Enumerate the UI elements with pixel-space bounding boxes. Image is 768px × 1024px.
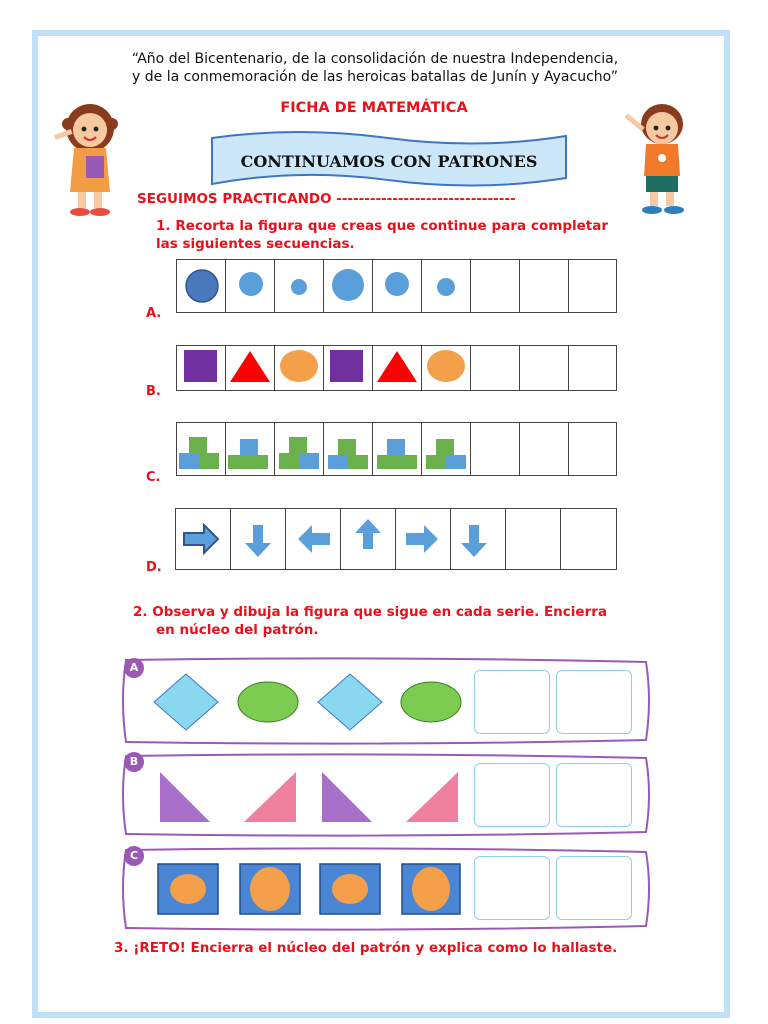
seq-a-blank-2 <box>519 259 569 313</box>
seq-c-cell-4 <box>323 422 373 476</box>
seq-b-blank-1 <box>470 345 520 391</box>
seq-a-cell-6 <box>421 259 471 313</box>
seq-b-cell-3 <box>274 345 324 391</box>
seq-a-cell-2 <box>225 259 275 313</box>
seq-b-cell-1 <box>176 345 226 391</box>
seq-a-cell-3 <box>274 259 324 313</box>
seq-d-cell-4 <box>340 508 396 570</box>
seq-a-cell-4 <box>323 259 373 313</box>
seq-a-cell-1 <box>176 259 226 313</box>
boy-illustration <box>618 100 700 220</box>
row-d-label: D. <box>146 560 162 575</box>
seq-d-blank-1 <box>505 508 561 570</box>
banner-title: CONTINUAMOS CON PATRONES <box>240 152 538 171</box>
pattern-a-blank-1[interactable] <box>474 670 550 734</box>
seq-a-cell-5 <box>372 259 422 313</box>
seq-d-blank-2 <box>560 508 617 570</box>
row-a-label: A. <box>146 306 162 321</box>
seq-b-cell-4 <box>323 345 373 391</box>
section-heading: SEGUIMOS PRACTICANDO -------------------------------- <box>137 191 516 207</box>
pattern-row-b-shapes <box>150 766 480 826</box>
pattern-c-blank-1[interactable] <box>474 856 550 920</box>
exercise2-instruction-line1: 2. Observa y dibuja la figura que sigue en cada serie. Encierra <box>133 604 607 620</box>
sheet-title: FICHA DE MATEMÁTICA <box>280 100 468 116</box>
row-c-label: C. <box>146 470 161 485</box>
seq-b-blank-3 <box>568 345 617 391</box>
exercise2-instruction-line2: en núcleo del patrón. <box>156 622 319 638</box>
pattern-a-badge: A <box>124 658 144 678</box>
pattern-row-a-shapes <box>150 670 480 734</box>
seq-c-blank-1 <box>470 422 520 476</box>
pattern-b-blank-2[interactable] <box>556 763 632 827</box>
seq-d-cell-3 <box>285 508 341 570</box>
seq-c-cell-2 <box>225 422 275 476</box>
seq-c-blank-3 <box>568 422 617 476</box>
seq-c-cell-5 <box>372 422 422 476</box>
motto-line-1: “Año del Bicentenario, de la consolidación de nuestra Independencia, <box>131 51 619 67</box>
seq-c-cell-1 <box>176 422 226 476</box>
pattern-a-blank-2[interactable] <box>556 670 632 734</box>
pattern-row-c-shapes <box>150 862 470 918</box>
seq-b-cell-2 <box>225 345 275 391</box>
pattern-c-badge: C <box>124 846 144 866</box>
seq-a-blank-1 <box>470 259 520 313</box>
girl-illustration <box>46 100 126 220</box>
seq-d-cell-6 <box>450 508 506 570</box>
seq-c-blank-2 <box>519 422 569 476</box>
seq-c-cell-3 <box>274 422 324 476</box>
motto-line-2: y de la conmemoración de las heroicas batallas de Junín y Ayacucho” <box>132 69 618 85</box>
pattern-b-blank-1[interactable] <box>474 763 550 827</box>
exercise1-instruction: 1. Recorta la figura que creas que continue para completar las siguientes secuencias. <box>156 218 608 252</box>
seq-b-cell-5 <box>372 345 422 391</box>
row-b-label: B. <box>146 384 161 399</box>
pattern-c-blank-2[interactable] <box>556 856 632 920</box>
seq-d-cell-5 <box>395 508 451 570</box>
seq-a-blank-3 <box>568 259 617 313</box>
seq-d-cell-2 <box>230 508 286 570</box>
pattern-b-badge: B <box>124 752 144 772</box>
seq-b-cell-6 <box>421 345 471 391</box>
exercise3-instruction: 3. ¡RETO! Encierra el núcleo del patrón y explica como lo hallaste. <box>114 940 618 956</box>
seq-d-cell-1 <box>175 508 231 570</box>
seq-c-cell-6 <box>421 422 471 476</box>
seq-b-blank-2 <box>519 345 569 391</box>
